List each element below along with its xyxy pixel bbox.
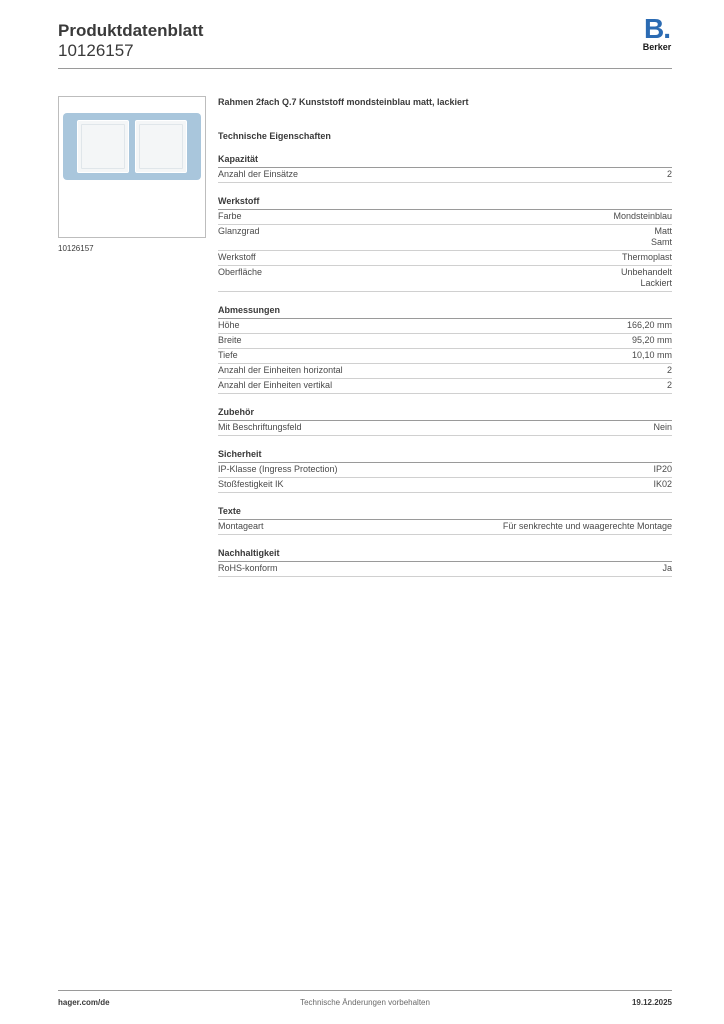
spec-value-line: 2 (666, 169, 672, 179)
spec-value-line: Matt (654, 226, 672, 236)
spec-value (667, 169, 672, 180)
spec-label: Mit Beschriftungsfeld (218, 422, 302, 432)
spec-value (651, 226, 672, 248)
spec-value-line: Nein (653, 422, 672, 432)
spec-value (667, 365, 672, 376)
spec-label: Höhe (218, 320, 240, 330)
spec-value-line: Samt (650, 237, 672, 247)
spec-row (218, 319, 672, 334)
spec-group (218, 196, 672, 292)
spec-group-title: Nachhaltigkeit (218, 548, 672, 562)
spec-label: Stoßfestigkeit IK (218, 479, 284, 489)
spec-label: Anzahl der Einsätze (218, 169, 299, 179)
spec-label: Glanzgrad (218, 226, 260, 236)
spec-group (218, 407, 672, 436)
image-caption: 10126157 (58, 244, 94, 253)
document-header (58, 20, 203, 61)
spec-row (218, 520, 672, 535)
spec-label: Farbe (218, 211, 242, 221)
spec-value-line: IP20 (653, 464, 672, 474)
spec-value-line: 10,10 mm (631, 350, 672, 360)
frame-opening-right (135, 120, 187, 173)
spec-row (218, 379, 672, 394)
spec-group (218, 154, 672, 183)
berker-logo (640, 13, 674, 52)
logo-letter: B. (644, 13, 670, 44)
spec-group-title: Abmessungen (218, 305, 672, 319)
spec-value (667, 380, 672, 391)
frame-2gang-illustration (63, 113, 201, 180)
spec-value-line: Thermoplast (621, 252, 672, 262)
spec-group-title: Zubehör (218, 407, 672, 421)
spec-group (218, 305, 672, 394)
spec-value-line: 2 (666, 365, 672, 375)
spec-row (218, 421, 672, 436)
spec-row (218, 225, 672, 251)
article-number: 10126157 (58, 41, 134, 60)
spec-label: RoHS-konform (218, 563, 278, 573)
spec-label: IP-Klasse (Ingress Protection) (218, 464, 338, 474)
spec-row (218, 210, 672, 225)
spec-value-line: 2 (666, 380, 672, 390)
spec-row (218, 562, 672, 577)
footer-notice: Technische Änderungen vorbehalten (300, 998, 430, 1007)
spec-content (218, 96, 672, 590)
spec-value (632, 350, 672, 361)
spec-label: Breite (218, 335, 242, 345)
spec-label: Oberfläche (218, 267, 263, 277)
spec-value-line: Lackiert (640, 278, 672, 288)
spec-label: Anzahl der Einheiten horizontal (218, 365, 343, 375)
spec-value (622, 252, 672, 263)
spec-label: Anzahl der Einheiten vertikal (218, 380, 333, 390)
spec-label: Montageart (218, 521, 264, 531)
footer-date: 19.12.2025 (631, 998, 672, 1007)
spec-value-line: 166,20 mm (626, 320, 672, 330)
spec-value (613, 211, 672, 222)
spec-value (653, 422, 672, 433)
spec-group-title: Kapazität (218, 154, 672, 168)
spec-row (218, 251, 672, 266)
spec-row (218, 266, 672, 292)
document-title: Produktdatenblatt (58, 21, 204, 40)
spec-group (218, 548, 672, 577)
spec-group-title: Sicherheit (218, 449, 672, 463)
spec-value (632, 335, 672, 346)
spec-label: Tiefe (218, 350, 238, 360)
spec-label: Werkstoff (218, 252, 256, 262)
spec-row (218, 168, 672, 183)
spec-value (503, 521, 672, 532)
spec-value (621, 267, 672, 289)
footer-divider (58, 990, 672, 991)
logo-text: Berker (642, 42, 672, 52)
spec-row (218, 349, 672, 364)
spec-row (218, 478, 672, 493)
spec-value (627, 320, 672, 331)
spec-group-title: Texte (218, 506, 672, 520)
spec-group (218, 506, 672, 535)
spec-group-title: Werkstoff (218, 196, 672, 210)
spec-value-line: 95,20 mm (631, 335, 672, 345)
spec-groups (218, 154, 672, 577)
tech-properties-heading: Technische Eigenschaften (218, 131, 331, 141)
footer-website[interactable]: hager.com/de (58, 998, 110, 1007)
spec-value (653, 464, 672, 475)
spec-row (218, 463, 672, 478)
spec-row (218, 334, 672, 349)
spec-value (653, 479, 672, 490)
product-description: Rahmen 2fach Q.7 Kunststoff mondsteinblau matt, lackiert (218, 97, 469, 107)
spec-row (218, 364, 672, 379)
spec-value (662, 563, 672, 574)
spec-value-line: Für senkrechte und waagerechte Montage (502, 521, 672, 531)
spec-group (218, 449, 672, 493)
spec-value-line: Unbehandelt (620, 267, 672, 277)
product-image (58, 96, 206, 238)
frame-opening-left (77, 120, 129, 173)
header-divider (58, 68, 672, 69)
spec-value-line: Ja (662, 563, 672, 573)
spec-value-line: IK02 (653, 479, 672, 489)
spec-value-line: Mondsteinblau (613, 211, 672, 221)
